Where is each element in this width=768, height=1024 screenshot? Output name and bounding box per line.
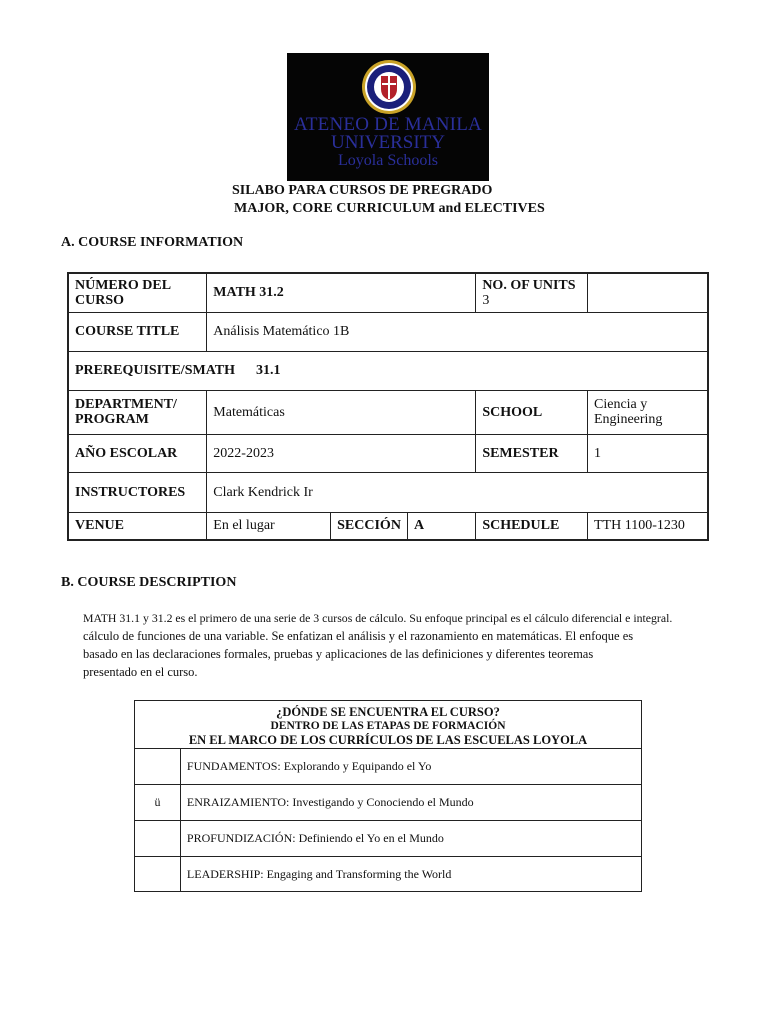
- stage-label: FUNDAMENTOS: Explorando y Equipando el Yo: [180, 749, 641, 785]
- prerequisite-row: [68, 351, 708, 390]
- university-seal-icon: [361, 59, 417, 115]
- venue-label: VENUE: [68, 512, 207, 540]
- document-title: SILABO PARA CURSOS DE PREGRADO: [232, 183, 493, 198]
- university-logo: [287, 53, 489, 181]
- stage-checkmark: [135, 857, 181, 892]
- stages-table-header: [135, 701, 642, 749]
- school-value: Ciencia y Engineering: [588, 390, 709, 434]
- logo-line-2: UNIVERSITY: [331, 132, 445, 153]
- table-row: [135, 701, 642, 749]
- course-number-value: MATH 31.2: [207, 273, 476, 312]
- stage-label: LEADERSHIP: Engaging and Transforming the World: [180, 857, 641, 892]
- description-line: presentado en el curso.: [83, 665, 198, 679]
- section-a-heading: A. COURSE INFORMATION: [61, 235, 244, 250]
- table-row: [68, 472, 708, 512]
- schedule-value: TTH 1100-1230: [588, 512, 709, 540]
- description-line: MATH 31.1 y 31.2 es el primero de una serie de 3 cursos de cálculo. Su enfoque principal es el cálculo diferencial e integral.: [83, 611, 673, 625]
- table-row: [68, 273, 708, 312]
- description-line: cálculo de funciones de una variable. Se enfatizan el análisis y el razonamiento en matemáticas. El enfoque es: [83, 629, 634, 643]
- course-information-table: [67, 272, 709, 541]
- table-row: [135, 785, 642, 821]
- stage-label: PROFUNDIZACIÓN: Definiendo el Yo en el Mundo: [180, 821, 641, 857]
- course-title-label: COURSE TITLE: [68, 312, 207, 351]
- description-line: basado en las declaraciones formales, pruebas y aplicaciones de las definiciones y diferentes teoremas: [83, 647, 594, 661]
- formation-stages-table: [134, 700, 642, 892]
- table-row: [68, 512, 708, 540]
- school-year-label: AÑO ESCOLAR: [68, 434, 207, 472]
- semester-value: 1: [588, 434, 709, 472]
- stages-heading-1: ¿DÓNDE SE ENCUENTRA EL CURSO?: [276, 704, 500, 719]
- stage-checkmark: ü: [135, 785, 181, 821]
- school-label: SCHOOL: [476, 390, 588, 434]
- section-value: A: [407, 512, 475, 540]
- stages-heading-3: EN EL MARCO DE LOS CURRÍCULOS DE LAS ESCUELAS LOYOLA: [188, 732, 588, 747]
- section-label: SECCIÓN: [331, 512, 408, 540]
- department-value: Matemáticas: [207, 390, 476, 434]
- course-description: [83, 609, 693, 681]
- units-label: NO. OF UNITS 3: [476, 273, 588, 312]
- stage-checkmark: [135, 749, 181, 785]
- prerequisite-value: MATH 31.1: [192, 363, 281, 378]
- units-value: 3: [482, 292, 490, 308]
- course-title-value: Análisis Matemático 1B: [207, 312, 708, 351]
- units-empty-cell: [588, 273, 709, 312]
- schedule-label: SCHEDULE: [476, 512, 588, 540]
- prerequisite-label: PREREQUISITE/S: [75, 363, 193, 378]
- logo-line-1: ATENEO DE MANILA: [294, 114, 482, 135]
- logo-line-3: Loyola Schools: [338, 152, 438, 169]
- venue-value: En el lugar: [207, 512, 331, 540]
- table-row: [135, 749, 642, 785]
- table-row: [68, 390, 708, 434]
- table-row: [68, 351, 708, 390]
- semester-label: SEMESTER: [476, 434, 588, 472]
- school-year-value: 2022-2023: [207, 434, 476, 472]
- instructors-label: INSTRUCTORES: [68, 472, 207, 512]
- section-b-heading: B. COURSE DESCRIPTION: [61, 575, 237, 590]
- stage-label: ENRAIZAMIENTO: Investigando y Conociendo el Mundo: [180, 785, 641, 821]
- stages-heading-2: DENTRO DE LAS ETAPAS DE FORMACIÓN: [270, 719, 506, 732]
- table-row: [68, 312, 708, 351]
- table-row: [135, 821, 642, 857]
- document-subtitle: MAJOR, CORE CURRICULUM and ELECTIVES: [234, 201, 545, 216]
- course-number-label: NÚMERO DEL CURSO: [68, 273, 207, 312]
- table-row: [135, 857, 642, 892]
- department-label: DEPARTMENT/ PROGRAM: [68, 390, 207, 434]
- stage-checkmark: [135, 821, 181, 857]
- table-row: [68, 434, 708, 472]
- instructors-value: Clark Kendrick Ir: [207, 472, 708, 512]
